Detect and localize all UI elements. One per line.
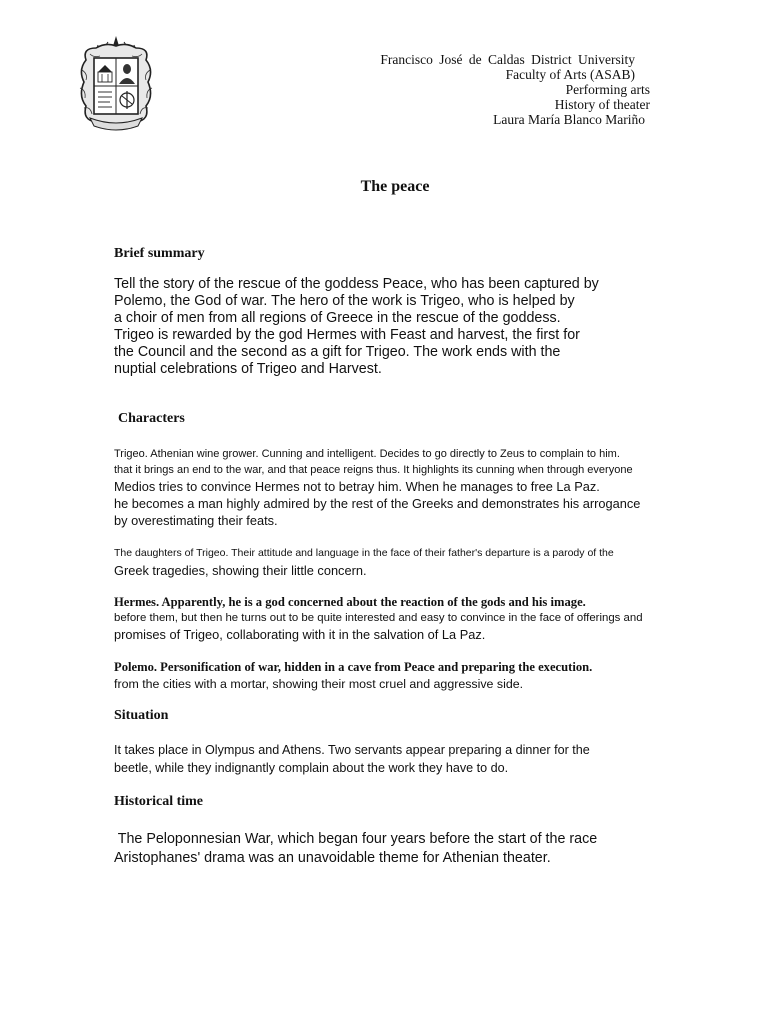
summary-heading: Brief summary	[114, 246, 205, 261]
trigeo-line: Trigeo. Athenian wine grower. Cunning and intelligent. Decides to go directly to Zeus to complain to him.	[114, 448, 620, 460]
trigeo-line: he becomes a man highly admired by the rest of the Greeks and demonstrates his arrogance	[114, 496, 641, 511]
faculty-name: Faculty of Arts (ASAB)	[505, 67, 635, 82]
author-name: Laura María Blanco Mariño	[493, 112, 645, 127]
historical-line: Aristophanes' drama was an unavoidable theme for Athenian theater.	[114, 850, 551, 866]
historical-line: The Peloponnesian War, which began four years before the start of the race	[114, 831, 598, 847]
program-name: Performing arts	[565, 82, 650, 97]
trigeo-line: by overestimating their feats.	[114, 513, 278, 528]
hermes-line: before them, but then he turns out to be quite interested and easy to convince in the face of offerings and	[114, 612, 643, 624]
university-name: Francisco José de Caldas District University	[380, 52, 635, 67]
trigeo-line: that it brings an end to the war, and that peace reigns thus. It highlights its cunning when through everyone	[114, 464, 633, 476]
situation-paragraph	[114, 742, 684, 777]
polemo-line: Polemo. Personification of war, hidden in a cave from Peace and preparing the execution.	[114, 660, 593, 674]
summary-paragraph	[114, 276, 684, 378]
summary-line: nuptial celebrations of Trigeo and Harvest.	[114, 361, 382, 377]
hermes-line: Hermes. Apparently, he is a god concerned about the reaction of the gods and his image.	[114, 595, 586, 609]
daughters-line: The daughters of Trigeo. Their attitude and language in the face of their father's departure is a parody of the	[114, 547, 614, 559]
university-crest-logo	[76, 36, 156, 132]
historical-time-paragraph	[114, 830, 684, 868]
summary-line: a choir of men from all regions of Greece in the rescue of the goddess.	[114, 310, 561, 326]
character-polemo-paragraph	[114, 659, 684, 693]
summary-line: the Council and the second as a gift for Trigeo. The work ends with the	[114, 344, 561, 360]
summary-line: Polemo, the God of war. The hero of the work is Trigeo, who is helped by	[114, 293, 575, 309]
character-daughters-paragraph	[114, 545, 684, 579]
hermes-line: promises of Trigeo, collaborating with it in the salvation of La Paz.	[114, 627, 486, 642]
summary-line: Trigeo is rewarded by the god Hermes with Feast and harvest, the first for	[114, 327, 580, 343]
historical-time-heading: Historical time	[114, 794, 204, 809]
characters-heading: Characters	[118, 411, 185, 426]
character-hermes-paragraph	[114, 594, 684, 644]
summary-line: Tell the story of the rescue of the goddess Peace, who has been captured by	[114, 276, 599, 292]
document-title: The peace	[360, 178, 430, 195]
trigeo-line: Medios tries to convince Hermes not to betray him. When he manages to free La Paz.	[114, 479, 600, 494]
situation-heading: Situation	[114, 708, 169, 723]
daughters-line: Greek tragedies, showing their little concern.	[114, 563, 367, 578]
course-name: History of theater	[554, 97, 650, 112]
situation-line: It takes place in Olympus and Athens. Two servants appear preparing a dinner for the	[114, 743, 590, 757]
situation-line: beetle, while they indignantly complain about the work they have to do.	[114, 760, 509, 775]
character-trigeo-paragraph	[114, 446, 684, 529]
polemo-line: from the cities with a mortar, showing their most cruel and aggressive side.	[114, 677, 524, 691]
